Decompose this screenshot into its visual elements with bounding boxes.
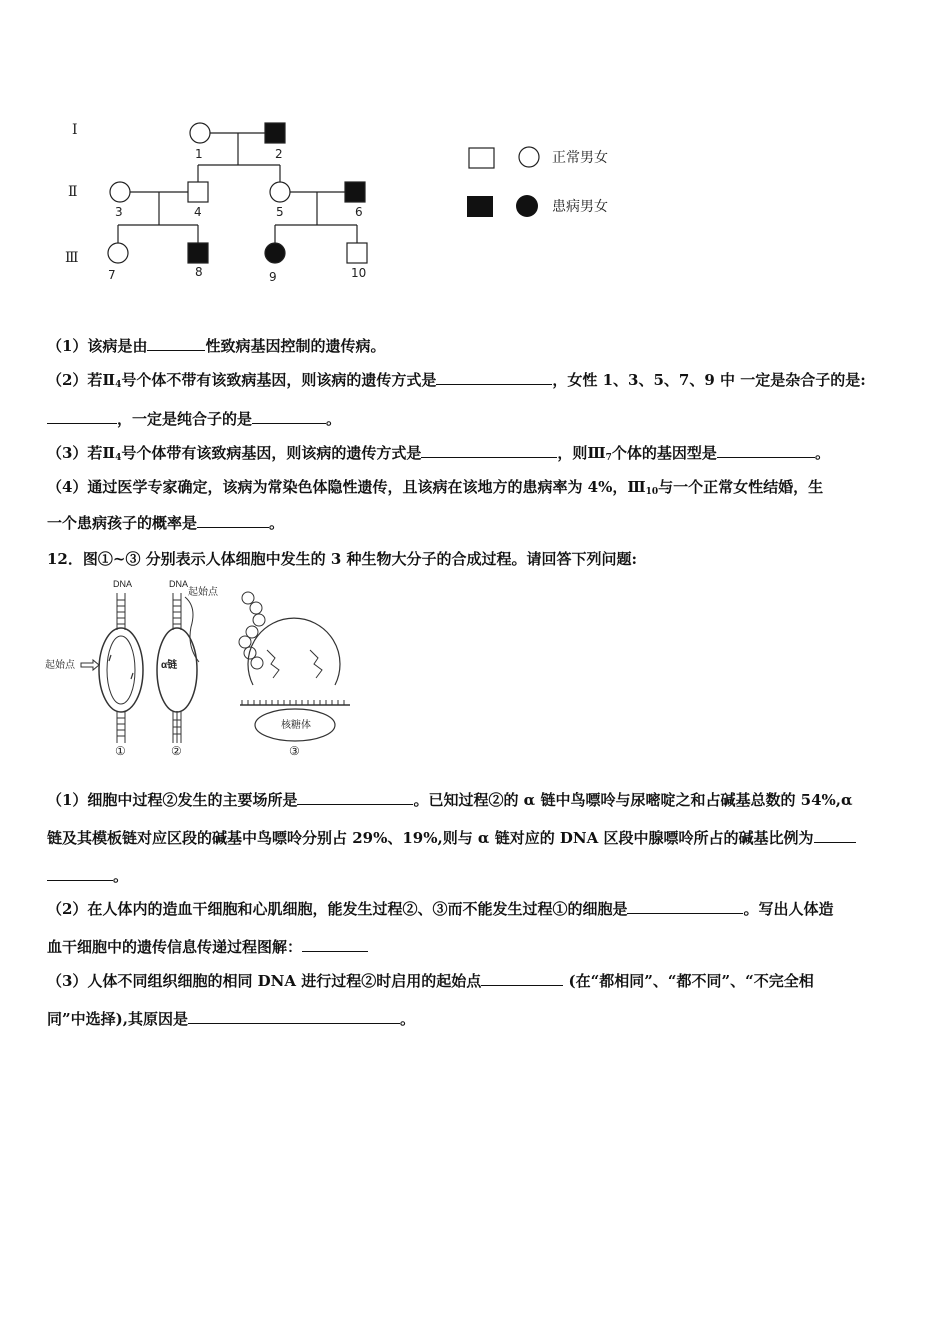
label-1: 1 [195, 147, 203, 161]
legend-affected-label: 患病男女 [552, 199, 608, 215]
generation-I: Ⅰ [72, 122, 78, 138]
individual-II4 [188, 182, 208, 202]
answer-blank[interactable] [297, 790, 413, 805]
pedigree-chart [55, 110, 395, 290]
q12-part1: （1）细胞中过程②发生的主要场所是 。已知过程②的 α 链中鸟嘌呤与尿嘧啶之和占碱基总数的 54%,α [47, 791, 853, 809]
answer-blank[interactable] [252, 409, 326, 424]
label-10: 10 [351, 266, 367, 280]
fig-origin-right: 起始点 [188, 587, 218, 598]
pedigree-legend [460, 140, 630, 220]
answer-blank[interactable] [147, 336, 205, 351]
q11-part2: （2）若$Ⅱ_4$号个体不带有该致病基因，则该病的遗传方式是 ，女性 1、3、5、7、9 中 一定是杂合子的是: [47, 371, 866, 390]
label-6: 6 [355, 205, 363, 219]
individual-III7 [108, 243, 128, 263]
fig-dna-label-2: DNA [169, 579, 189, 589]
fig-dna-label-1: DNA [113, 579, 133, 589]
legend-normal-male-icon [469, 148, 494, 168]
answer-blank[interactable] [302, 937, 368, 952]
q12-part1-cont: 链及其模板链对应区段的碱基中鸟嘌呤分别占 29%、19%,则与 α 链对应的 DNA 区段中腺嘌呤所占的碱基比例为 [47, 828, 856, 848]
answer-blank[interactable] [814, 828, 856, 843]
answer-blank[interactable] [47, 866, 113, 881]
individual-II6 [345, 182, 365, 202]
legend-normal-label: 正常男女 [552, 150, 608, 166]
q12-title: 12．图①~③ 分别表示人体细胞中发生的 3 种生物大分子的合成过程。请回答下列问题: [47, 550, 638, 568]
individual-I1 [190, 123, 210, 143]
individual-III9 [265, 243, 285, 263]
answer-blank[interactable] [188, 1009, 400, 1024]
q11-part2-cont: ，一定是纯合子的是 。 [47, 409, 341, 429]
label-4: 4 [194, 205, 202, 219]
q12-part2: （2）在人体内的造血干细胞和心肌细胞，能发生过程②、③而不能发生过程①的细胞是 。写出人体造 [47, 900, 834, 918]
generation-III: Ⅲ [65, 250, 79, 266]
q12-part1-end: 。 [47, 866, 128, 886]
label-3: 3 [115, 205, 123, 219]
generation-II: Ⅱ [68, 184, 78, 200]
label-9: 9 [269, 270, 277, 284]
fig-num-3: ③ [289, 744, 300, 758]
fig-num-1: ① [115, 744, 126, 758]
answer-blank[interactable] [421, 443, 557, 458]
q11-part3: （3）若$Ⅱ_4$号个体带有该致病基因，则该病的遗传方式是 ，则$Ⅲ_7$个体的基因型是 。 [47, 444, 830, 463]
answer-blank[interactable] [197, 513, 269, 528]
legend-affected-female-icon [516, 195, 538, 217]
q11-part1: （1）该病是由 性致病基因控制的遗传病。 [47, 337, 386, 355]
q12-part3-cont: 同”中选择),其原因是 。 [47, 1010, 415, 1028]
synthesis-figure [45, 575, 365, 760]
legend-normal-female-icon [519, 147, 539, 167]
individual-II5 [270, 182, 290, 202]
answer-blank[interactable] [627, 899, 743, 914]
label-8: 8 [195, 265, 203, 279]
q12-part2-cont: 血干细胞中的遗传信息传递过程图解： [47, 937, 368, 957]
fig-ribosome: 核糖体 [281, 720, 311, 731]
label-5: 5 [276, 205, 284, 219]
individual-III10 [347, 243, 367, 263]
fig-origin-left: 起始点 [45, 660, 75, 671]
fig-num-2: ② [171, 744, 182, 758]
answer-blank[interactable] [47, 409, 117, 424]
legend-affected-male-icon [467, 196, 493, 217]
label-7: 7 [108, 268, 116, 282]
label-2: 2 [275, 147, 283, 161]
individual-II3 [110, 182, 130, 202]
answer-blank[interactable] [436, 370, 552, 385]
q12-part3: （3）人体不同组织细胞的相同 DNA 进行过程②时启用的起始点 (在“都相同”、“都不同”、“不完全相 [47, 972, 814, 990]
q11-part4: （4）通过医学专家确定，该病为常染色体隐性遗传，且该病在该地方的患病率为 4%，$Ⅲ_{10}$与一个正常女性结婚，生 [47, 478, 824, 497]
answer-blank[interactable] [481, 971, 563, 986]
fig-alpha-chain: α链 [161, 660, 178, 671]
individual-I2 [265, 123, 285, 143]
answer-blank[interactable] [717, 443, 815, 458]
q11-part4-cont: 一个患病孩子的概率是 。 [47, 514, 285, 532]
individual-III8 [188, 243, 208, 263]
